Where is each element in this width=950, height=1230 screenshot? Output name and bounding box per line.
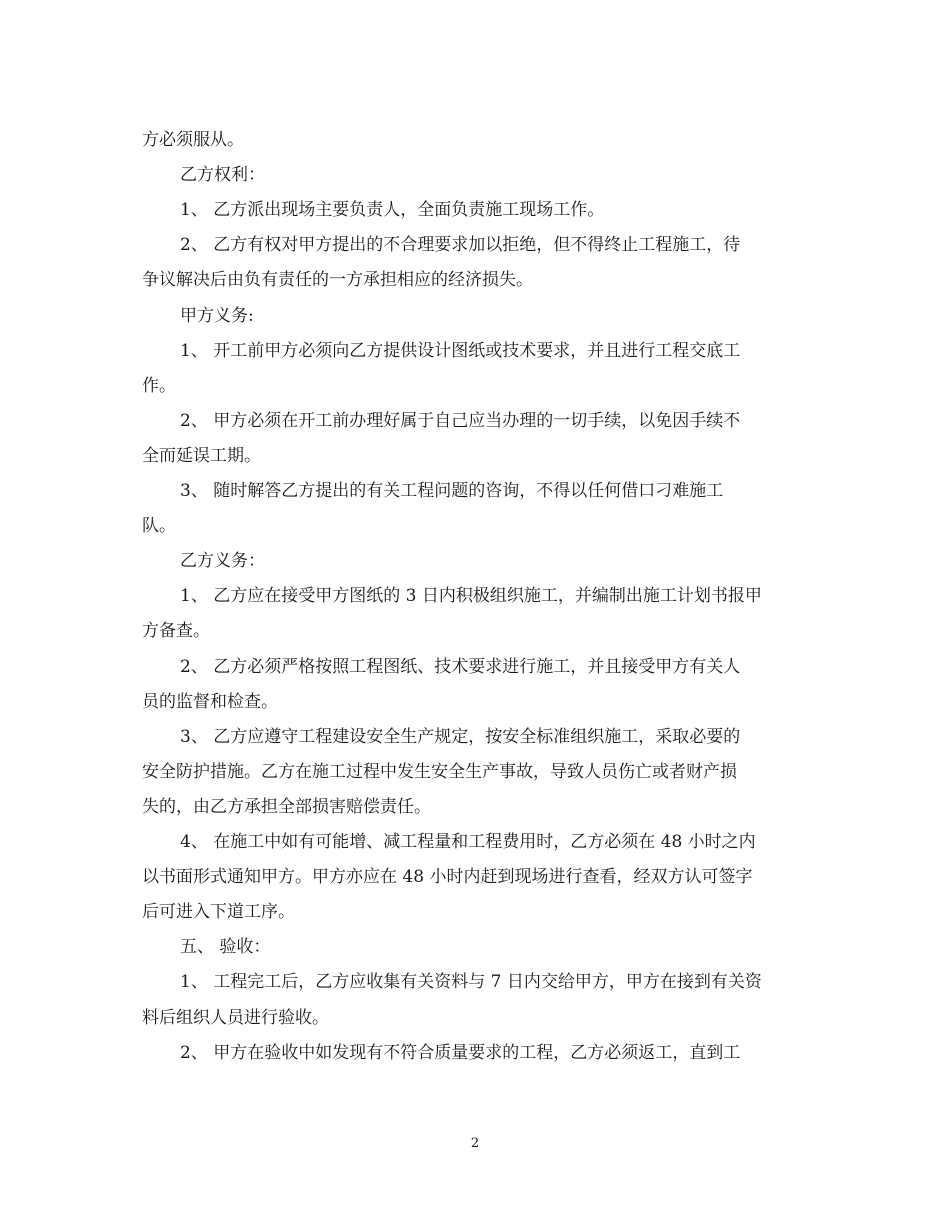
text-line: 1、 工程完工后，乙方应收集有关资料与 7 日内交给甲方，甲方在接到有关资 — [180, 972, 762, 993]
text-line: 失的，由乙方承担全部损害赔偿责任。 — [142, 796, 431, 817]
text-line: 3、 随时解答乙方提出的有关工程问题的咨询，不得以任何借口刁难施工 — [180, 481, 724, 501]
text-line: 后可进入下道工序。 — [142, 902, 295, 923]
text-line: 员的监督和检查。 — [142, 691, 278, 712]
text-line: 4、 在施工中如有可能增、减工程量和工程费用时，乙方必须在 48 小时之内 — [180, 832, 756, 852]
text-line: 1、 开工前甲方必须向乙方提供设计图纸或技术要求，并且进行工程交底工 — [180, 340, 741, 361]
text-line: 2、 甲方在验收中如发现有不符合质量要求的工程，乙方必须返工，直到工 — [180, 1042, 741, 1063]
text-line: 2、 乙方必须严格按照工程图纸、技术要求进行施工，并且接受甲方有关人 — [180, 656, 741, 677]
page-number: 2 — [470, 1136, 480, 1151]
text-line: 乙方义务： — [180, 551, 265, 572]
text-line: 2、 乙方有权对甲方提出的不合理要求加以拒绝，但不得终止工程施工，待 — [180, 235, 741, 256]
text-line: 方必须服从。 — [142, 130, 244, 150]
text-line: 3、 乙方应遵守工程建设安全生产规定，按安全标准组织施工，采取必要的 — [180, 726, 741, 747]
text-line: 作。 — [142, 375, 176, 396]
text-line: 乙方权利： — [180, 165, 265, 186]
text-line: 安全防护措施。乙方在施工过程中发生安全生产事故，导致人员伤亡或者财产损 — [142, 761, 737, 782]
text-line: 五、 验收： — [180, 937, 271, 958]
text-line: 料后组织人员进行验收。 — [142, 1007, 329, 1028]
text-line: 以书面形式通知甲方。甲方亦应在 48 小时内赶到现场进行查看，经双方认可签字 — [142, 867, 753, 888]
text-line: 甲方义务: — [180, 305, 254, 326]
text-line: 争议解决后由负有责任的一方承担相应的经济损失。 — [142, 270, 533, 291]
text-line: 1、 乙方应在接受甲方图纸的 3 日内积极组织施工，并编制出施工计划书报甲 — [180, 586, 762, 607]
text-line: 队。 — [142, 516, 176, 537]
text-line: 全而延误工期。 — [142, 445, 261, 466]
text-line: 方备查。 — [142, 621, 210, 642]
text-line: 1、 乙方派出现场主要负责人，全面负责施工现场工作。 — [180, 200, 605, 221]
text-line: 2、 甲方必须在开工前办理好属于自己应当办理的一切手续，以免因手续不 — [180, 410, 741, 431]
